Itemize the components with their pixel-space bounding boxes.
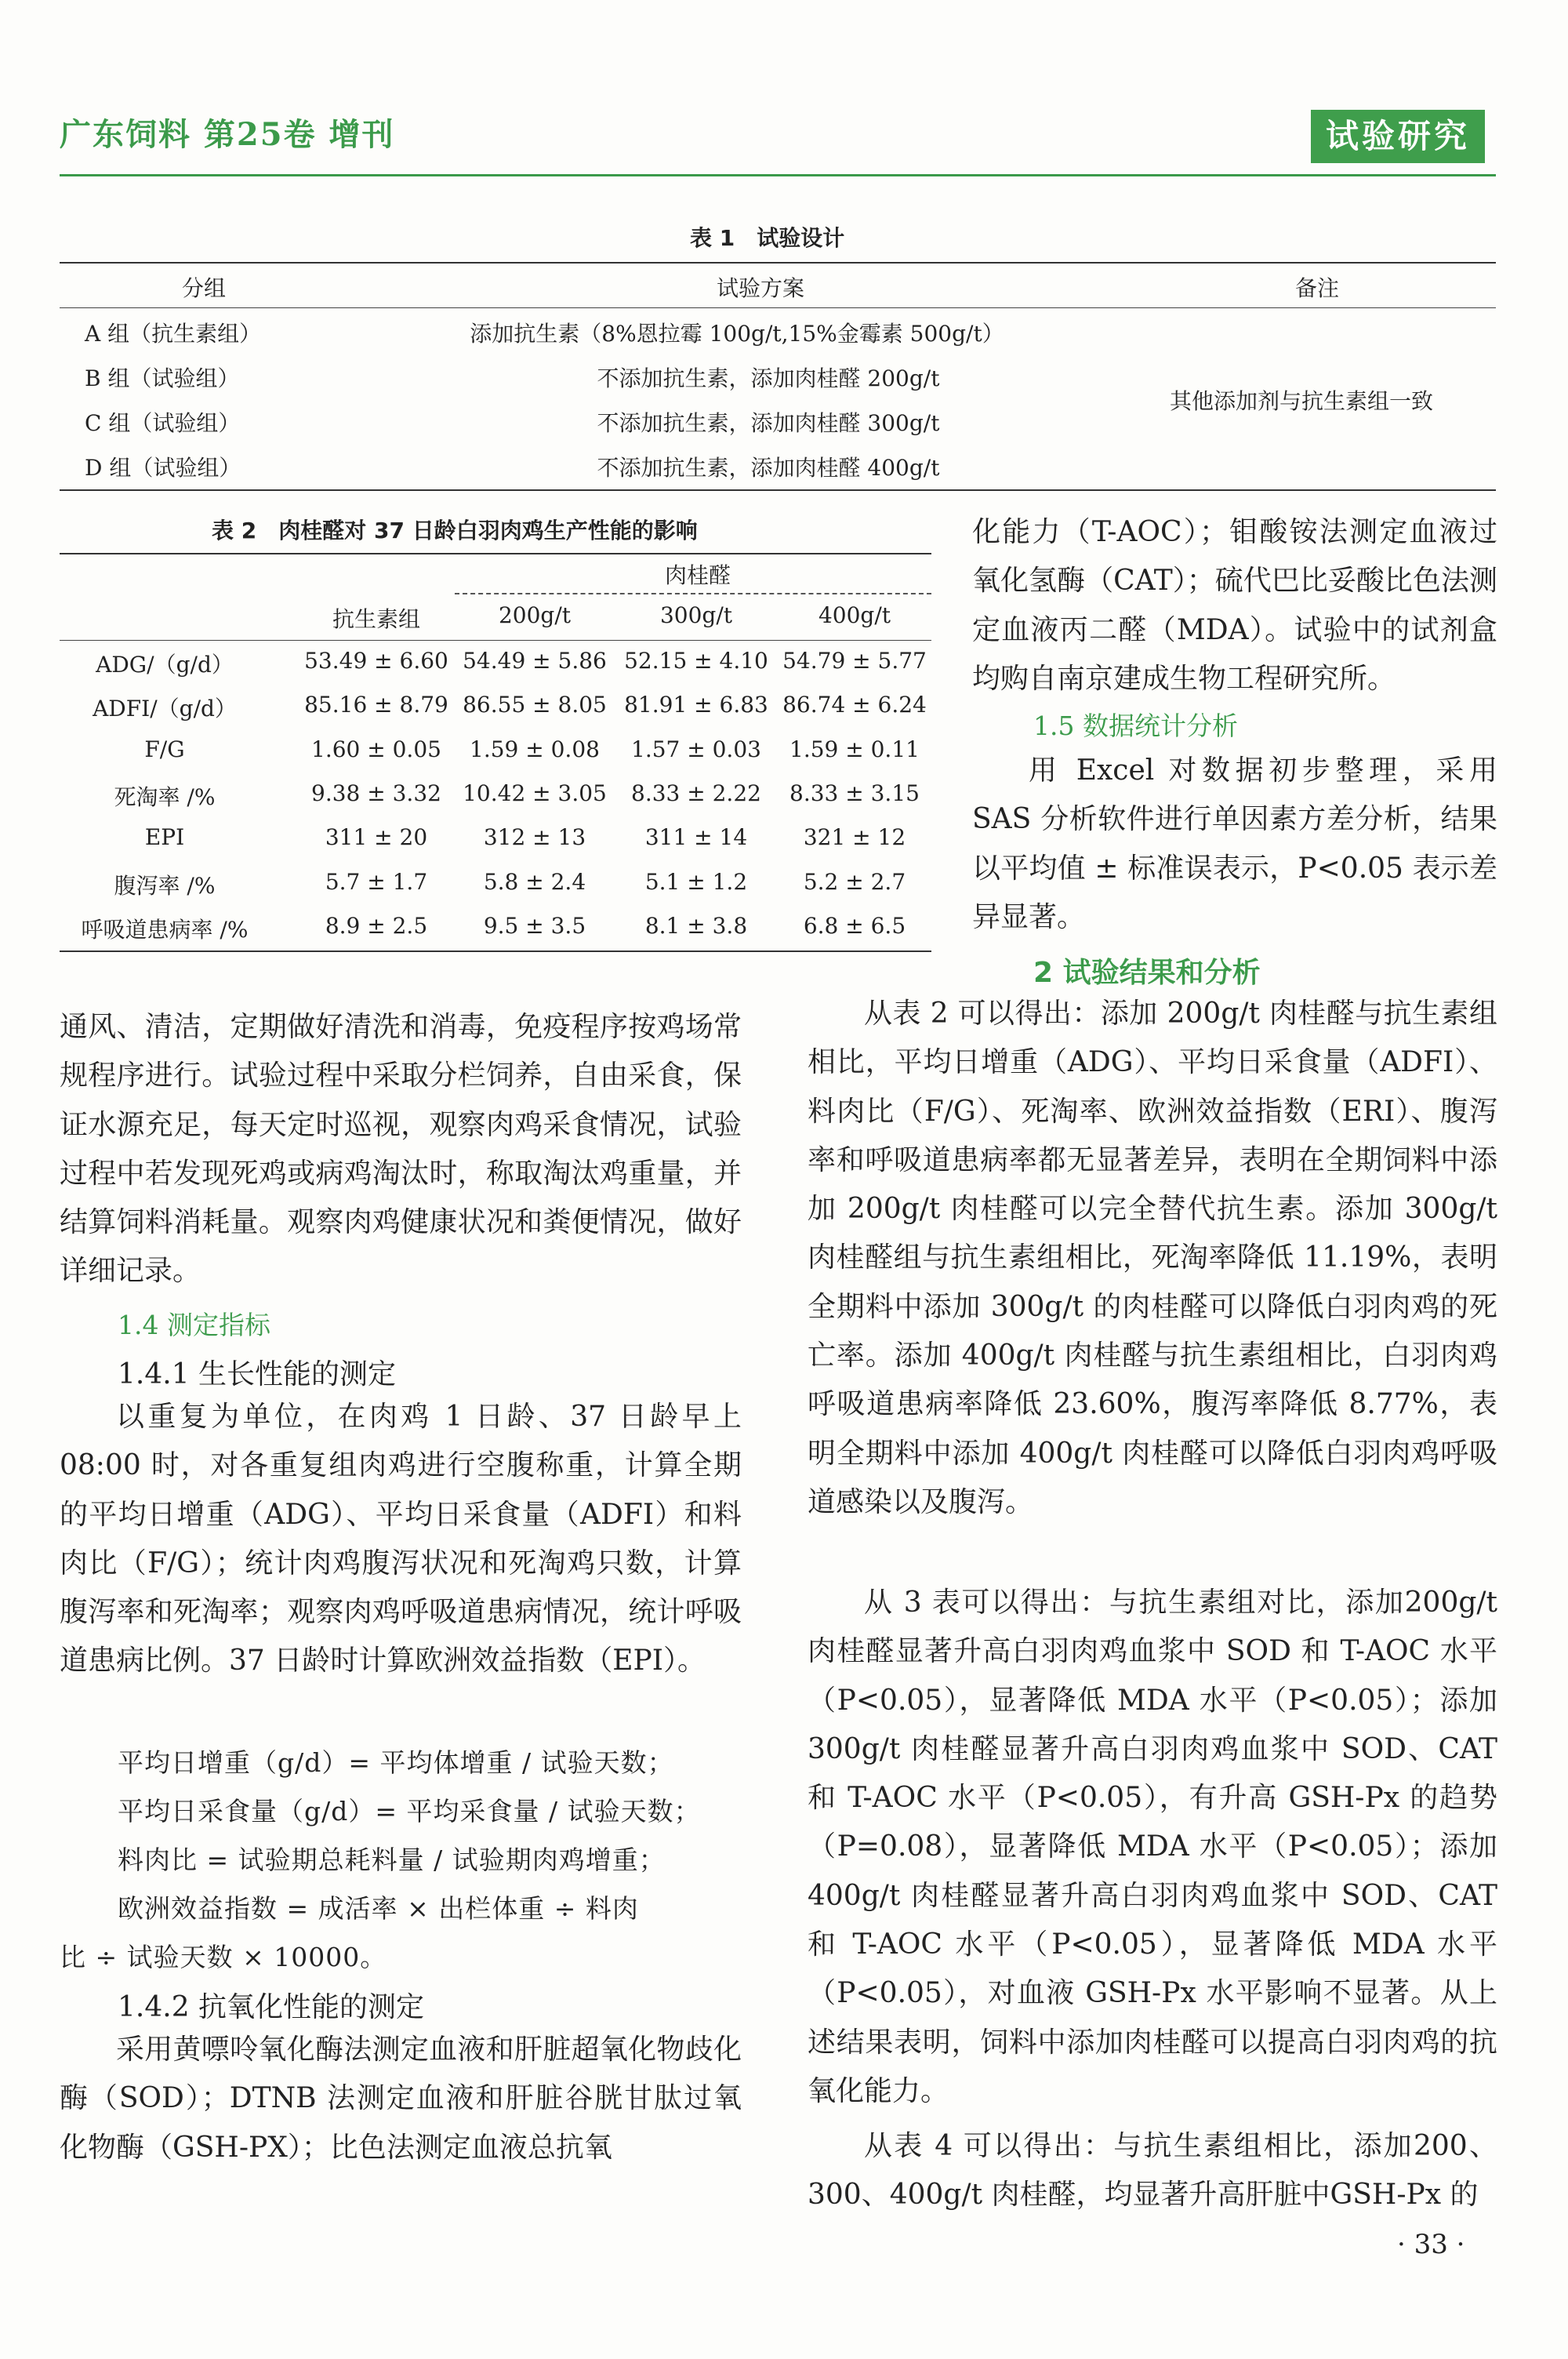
table1-header-scheme: 试验方案 — [716, 275, 804, 301]
journal-title: 广东饲料 第25卷 增刊 — [60, 116, 395, 153]
section-badge: 试验研究 — [1311, 110, 1485, 163]
table2-cell: 54.79 ± 5.77 — [782, 648, 927, 674]
right-paragraph-4: 从表 4 可以得出：与抗生素组相比，添加200、300、400g/t 肉桂醛，均显著升高肝脏中GSH-Px 的 — [808, 2130, 1497, 2212]
table1-row-d-group: D 组（试验组） — [85, 455, 241, 481]
heading-1-5: 1.5 数据统计分析 — [1033, 711, 1238, 741]
table2-cell: 1.57 ± 0.03 — [631, 736, 761, 762]
table2-cell: 312 ± 13 — [483, 824, 586, 851]
right-paragraph-0: 化能力（T-AOC）；钼酸铵法测定血液过氧化氢酶（CAT）；硫代巴比妥酸比色法测定血液丙二醛（MDA）。试验中的试剂盒均购自南京建成生物工程研究所。 — [972, 516, 1497, 695]
heading-1-4-2: 1.4.2 抗氧化性能的测定 — [118, 1991, 425, 2023]
table2-cell: 311 ± 20 — [325, 824, 428, 851]
heading-2: 2 试验结果和分析 — [1033, 957, 1261, 989]
table2-cell: 9.5 ± 3.5 — [483, 912, 586, 939]
table2-cell: 8.9 ± 2.5 — [325, 912, 428, 939]
table1-row-c-group: C 组（试验组） — [85, 410, 241, 436]
table1-row-a-scheme: 添加抗生素（8%恩拉霉 100g/t,15%金霉素 500g/t） — [470, 321, 1004, 347]
table1-caption: 表 1 试验设计 — [690, 225, 845, 251]
left-paragraph-3: 采用黄嘌呤氧化酶法测定血液和肝脏超氧化物歧化酶（SOD）；DTNB 法测定血液和肝脏谷胱甘肽过氧化物酶（GSH-PX）；比色法测定血液总抗氧 — [60, 2034, 742, 2164]
table1-row-a-group: A 组（抗生素组） — [85, 321, 262, 347]
right-paragraph-2: 从表 2 可以得出：添加 200g/t 肉桂醛与抗生素组相比，平均日增重（ADG）、平均日采食量（ADFI）、料肉比（F/G）、死淘率、欧洲效益指数（ERI）、腹泻率和呼吸道患病率都无显著差异，表明在全期饲料中添加 200g/t 肉桂醛可以完全替代抗生素。添加 300g/t 肉桂醛组与抗生素组相比，死淘率降低 11.19%，表明全期料中添加 300g/t 的肉桂醛可以降低白羽肉鸡的死亡率。添加 400g/t 肉桂醛与抗生素组相比，白羽肉鸡呼吸道患病率降低 23.60%，腹泻率降低 8.77%，表明全期料中添加 400g/t 肉桂醛可以降低白羽肉鸡呼吸道感染以及腹泻。 — [808, 998, 1497, 1518]
table2-header-rule — [60, 640, 931, 641]
formula-epi: 欧洲效益指数 = 成活率 × 出栏体重 ÷ 料肉 — [118, 1893, 639, 1924]
page-number: · 33 · — [1397, 2229, 1465, 2260]
table2-cell: 86.74 ± 6.24 — [782, 692, 927, 718]
table2-row-label: 呼吸道患病率 /% — [81, 916, 249, 943]
table2-row-label: 死淘率 /% — [114, 783, 216, 810]
table2-cell: 1.59 ± 0.11 — [789, 736, 920, 762]
table2-bottom-rule — [60, 951, 931, 952]
table1-bottom-rule — [60, 489, 1496, 491]
table2-cell: 5.1 ± 1.2 — [644, 868, 748, 895]
table2-col-antibiotic: 抗生素组 — [332, 606, 420, 632]
table2-col-200: 200g/t — [498, 602, 572, 628]
table2-row-label: EPI — [144, 824, 185, 851]
table2-cell: 52.15 ± 4.10 — [624, 648, 768, 674]
table2-col-400: 400g/t — [818, 602, 891, 628]
table2-cell: 8.1 ± 3.8 — [644, 912, 748, 939]
table2-col-300: 300g/t — [659, 602, 733, 628]
table2-row-label: F/G — [144, 736, 185, 762]
table2-cell: 10.42 ± 3.05 — [463, 780, 607, 806]
table2-cell: 311 ± 14 — [644, 824, 748, 851]
table1-header-rule — [60, 307, 1496, 308]
table1-row-b-scheme: 不添加抗生素，添加肉桂醛 200g/t — [597, 365, 940, 391]
heading-1-4: 1.4 测定指标 — [118, 1310, 270, 1340]
table2-row-label: ADG/（g/d） — [96, 652, 234, 678]
right-paragraph-3: 从 3 表可以得出：与抗生素组对比，添加200g/t 肉桂醛显著升高白羽肉鸡血浆中 SOD 和 T-AOC 水平（P<0.05），显著降低 MDA 水平（P<0.05）；添加 300g/t 肉桂醛显著升高白羽肉鸡血浆中 SOD、CAT 和 T-AOC 水平（P<0.05），有升高 GSH-Px 的趋势（P=0.08），显著降低 MDA 水平（P<0.05）；添加 400g/t 肉桂醛显著升高白羽肉鸡血浆中 SOD、CAT 和 T-AOC 水平（P<0.05），显著降低 MDA 水平（P<0.05），对血液 GSH-Px 水平影响不显著。从上述结果表明，饲料中添加肉桂醛可以提高白羽肉鸡的抗氧化能力。 — [808, 1587, 1497, 2107]
table2-cell: 5.8 ± 2.4 — [483, 868, 586, 895]
formula-fg: 料肉比 = 试验期总耗料量 / 试验期肉鸡增重； — [118, 1845, 666, 1875]
table2-cell: 8.33 ± 2.22 — [631, 780, 761, 806]
table2-group-rule — [455, 593, 931, 594]
table1-row-b-group: B 组（试验组） — [85, 365, 240, 391]
table2-cell: 81.91 ± 6.83 — [624, 692, 768, 718]
table2-row-label: 腹泻率 /% — [114, 872, 216, 899]
table2-cell: 6.8 ± 6.5 — [803, 912, 906, 939]
table2-group-header: 肉桂醛 — [664, 562, 731, 588]
header-rule — [60, 174, 1496, 176]
left-paragraph-2: 以重复为单位，在肉鸡 1 日龄、37 日龄早上 08:00 时，对各重复组肉鸡进行空腹称重，计算全期的平均日增重（ADG）、平均日采食量（ADFI）和料肉比（F/G）；统计肉鸡腹泻状况和死淘鸡只数，计算腹泻率和死淘率；观察肉鸡呼吸道患病情况，统计呼吸道患病比例。37 日龄时计算欧洲效益指数（EPI）。 — [60, 1401, 742, 1677]
table2-cell: 321 ± 12 — [803, 824, 906, 851]
table2-cell: 54.49 ± 5.86 — [463, 648, 607, 674]
table1-header-note: 备注 — [1294, 275, 1339, 301]
table1-row-d-scheme: 不添加抗生素，添加肉桂醛 400g/t — [597, 455, 940, 481]
table1-note: 其他添加剂与抗生素组一致 — [1169, 388, 1433, 414]
table2-cell: 8.33 ± 3.15 — [789, 780, 920, 806]
formula-adfi: 平均日采食量（g/d）= 平均采食量 / 试验天数； — [118, 1796, 701, 1826]
table2-cell: 9.38 ± 3.32 — [311, 780, 441, 806]
formula-epi-cont: 比 ÷ 试验天数 × 10000。 — [60, 1942, 387, 1972]
table2-cell: 5.7 ± 1.7 — [325, 868, 428, 895]
heading-1-4-1: 1.4.1 生长性能的测定 — [118, 1358, 397, 1390]
table2-cell: 1.59 ± 0.08 — [470, 736, 600, 762]
table1-row-c-scheme: 不添加抗生素，添加肉桂醛 300g/t — [597, 410, 940, 436]
table2-cell: 53.49 ± 6.60 — [304, 648, 448, 674]
table2-cell: 86.55 ± 8.05 — [463, 692, 607, 718]
table2-cell: 85.16 ± 8.79 — [304, 692, 448, 718]
table2-top-rule — [60, 553, 931, 554]
left-paragraph-1: 通风、清洁，定期做好清洗和消毒，免疫程序按鸡场常规程序进行。试验过程中采取分栏饲养，自由采食，保证水源充足，每天定时巡视，观察肉鸡采食情况，试验过程中若发现死鸡或病鸡淘汰时，称取淘汰鸡重量，并结算饲料消耗量。观察肉鸡健康状况和粪便情况，做好详细记录。 — [60, 1011, 742, 1288]
formula-adg: 平均日增重（g/d）= 平均体增重 / 试验天数； — [118, 1747, 674, 1778]
table2-row-label: ADFI/（g/d） — [93, 696, 237, 722]
right-paragraph-1: 用 Excel 对数据初步整理，采用 SAS 分析软件进行单因素方差分析，结果以平均值 ± 标准误表示，P<0.05 表示差异显著。 — [972, 754, 1497, 933]
table2-cell: 1.60 ± 0.05 — [311, 736, 441, 762]
table1-top-rule — [60, 262, 1496, 264]
table1-header-group: 分组 — [181, 275, 226, 301]
table2-cell: 5.2 ± 2.7 — [803, 868, 906, 895]
table2-caption: 表 2 肉桂醛对 37 日龄白羽肉鸡生产性能的影响 — [212, 518, 698, 543]
